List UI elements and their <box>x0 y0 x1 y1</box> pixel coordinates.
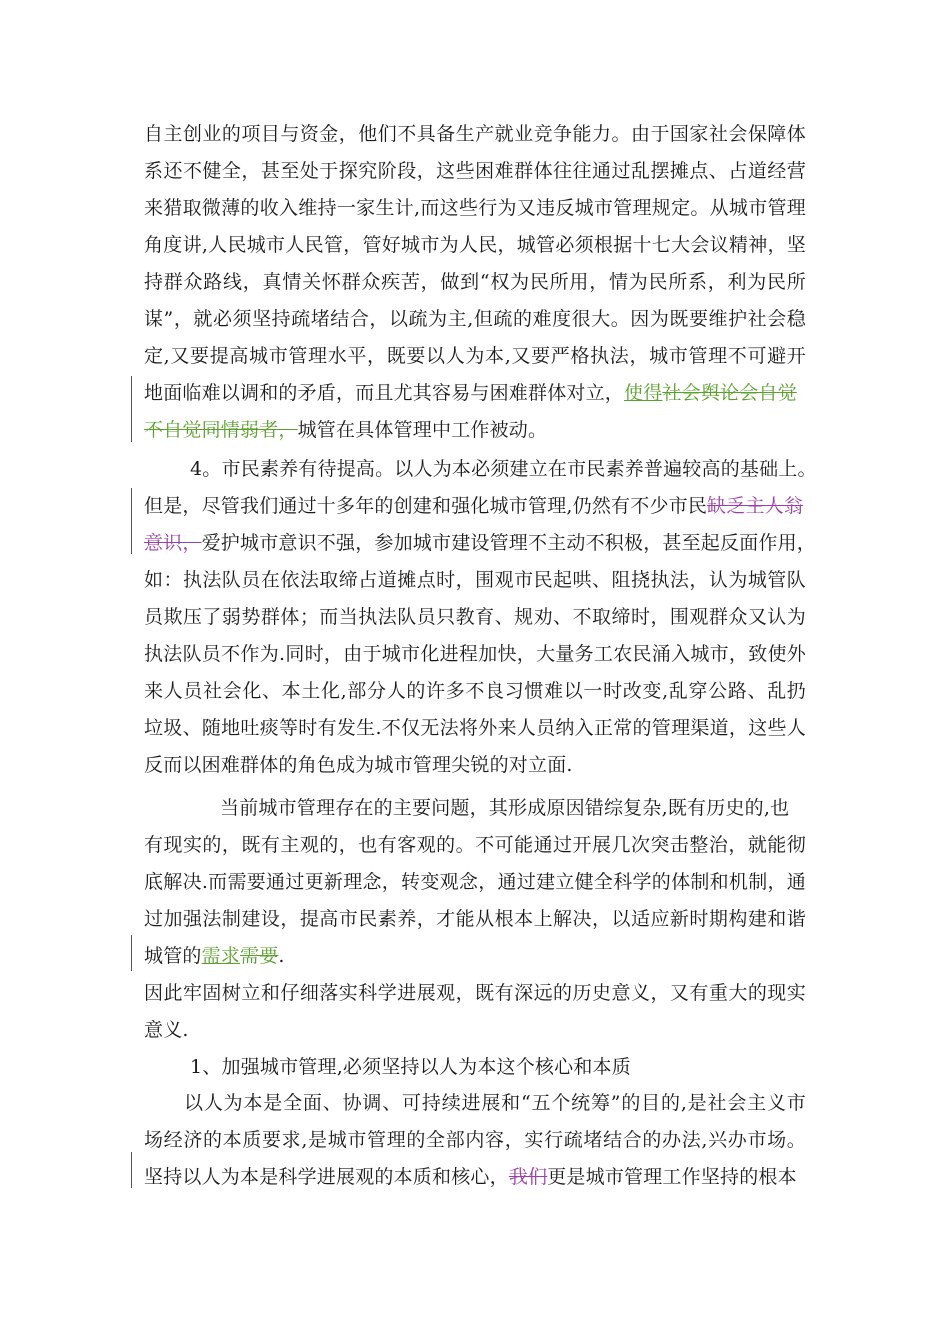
text-run: . <box>278 945 285 967</box>
text-line <box>144 531 816 555</box>
text-line: 自主创业的项目与资金，他们不具备生产就业竞争能力。由于国家社会保障体 <box>144 123 806 145</box>
text-line: 场经济的本质要求,是城市管理的全部内容，实行疏堵结合的办法,兴办市场。 <box>144 1129 806 1151</box>
text-line: 如：执法队员在依法取缔占道摊点时，围观市民起哄、阻挠执法，认为城管队 <box>144 569 806 591</box>
deleted-text: 社会舆论会自觉 <box>662 382 797 404</box>
text-line: 4。市民素养有待提高。以人为本必须建立在市民素养普遍较高的基础上。 <box>190 458 817 480</box>
revision-bar <box>131 1152 132 1188</box>
text-line: 定,又要提高城市管理水平，既要以人为本,又要严格执法，城市管理不可避开 <box>144 345 806 367</box>
text-line: 系还不健全，甚至处于探究阶段，这些困难群体往往通过乱摆摊点、占道经营 <box>144 160 806 182</box>
text-run: 更是城市管理工作坚持的根本 <box>547 1166 797 1188</box>
deleted-text: 我们 <box>508 1166 548 1188</box>
text-line: 当前城市管理存在的主要问题，其形成原因错综复杂,既有历史的,也 <box>220 797 790 819</box>
text-run: 但是，尽管我们通过十多年的创建和强化城市管理,仍然有不少市民 <box>144 495 708 517</box>
text-run: 爱护城市意识不强，参加城市建设管理不主动不积极，甚至起反面作用， <box>201 532 817 554</box>
text-line <box>144 418 547 442</box>
revision-bar <box>131 376 132 442</box>
text-line: 持群众路线，真情关怀群众疾苦，做到“权为民所用，情为民所系，利为民所 <box>144 271 806 293</box>
revision-bar <box>131 488 132 554</box>
text-line: 以人为本是全面、协调、可持续进展和“五个统筹”的目的,是社会主义市 <box>184 1092 806 1114</box>
revision-bar <box>131 935 132 971</box>
text-line: 底解决.而需要通过更新理念，转变观念，通过建立健全科学的体制和机制，通 <box>144 871 806 893</box>
text-line <box>144 381 797 405</box>
text-run: 城管在具体管理中工作被动。 <box>297 419 548 441</box>
deleted-text: 需要 <box>240 945 279 967</box>
text-line: 垃圾、随地吐痰等时有发生.不仅无法将外来人员纳入正常的管理渠道，这些人 <box>144 717 806 739</box>
text-line: 有现实的，既有主观的，也有客观的。不可能通过开展几次突击整治，就能彻 <box>144 834 806 856</box>
deleted-text: 缺乏主人翁 <box>707 495 804 517</box>
inserted-text: 使得 <box>624 382 663 404</box>
text-line: 意义. <box>144 1019 189 1041</box>
text-run: 地面临难以调和的矛盾，而且尤其容易与困难群体对立， <box>144 382 625 404</box>
text-line <box>144 944 285 968</box>
text-line: 角度讲,人民城市人民管，管好城市为人民，城管必须根据十七大会议精神，坚 <box>144 234 806 256</box>
text-line: 来猎取微薄的收入维持一家生计,而这些行为又违反城市管理规定。从城市管理 <box>144 197 806 219</box>
text-line: 因此牢固树立和仔细落实科学进展观，既有深远的历史意义，又有重大的现实 <box>144 982 806 1004</box>
text-line: 来人员社会化、本土化,部分人的许多不良习惯难以一时改变,乱穿公路、乱扔 <box>144 680 806 702</box>
text-line: 谋”，就必须坚持疏堵结合，以疏为主,但疏的难度很大。因为既要维护社会稳 <box>144 308 806 330</box>
deleted-text: 不自觉同情弱者， <box>144 419 298 441</box>
inserted-text: 需求 <box>201 945 241 967</box>
text-run: 坚持以人为本是科学进展观的本质和核心， <box>144 1166 509 1188</box>
deleted-text: 意识， <box>144 532 202 554</box>
heading: 1、加强城市管理,必须坚持以人为本这个核心和本质 <box>190 1056 631 1078</box>
text-line <box>144 1165 797 1189</box>
text-line: 过加强法制建设，提高市民素养，才能从根本上解决，以适应新时期构建和谐 <box>144 908 806 930</box>
text-line: 反而以困难群体的角色成为城市管理尖锐的对立面. <box>144 754 573 776</box>
text-run: 城管的 <box>144 945 202 967</box>
text-line: 执法队员不作为.同时，由于城市化进程加快，大量务工农民涌入城市，致使外 <box>144 643 806 665</box>
text-line: 员欺压了弱势群体；而当执法队员只教育、规劝、不取缔时，围观群众又认为 <box>144 606 806 628</box>
text-line <box>144 494 803 518</box>
